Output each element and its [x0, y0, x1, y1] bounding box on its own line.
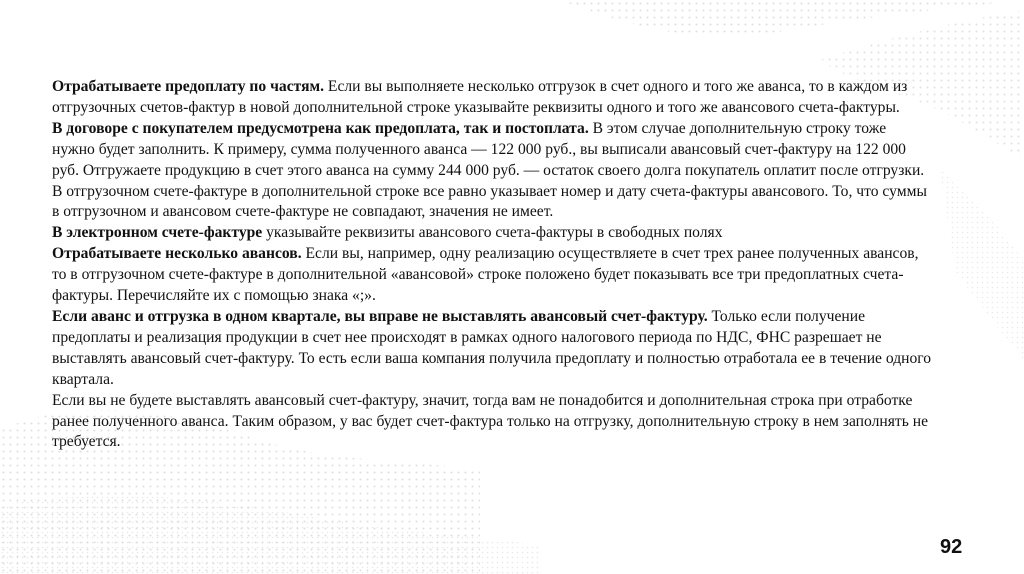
paragraph-text: Только если получение предоплаты и реализация продукции в счет нее происходят в рамках одного налогового периода по НДС, ФНС разрешает не выставлять авансовый счет-фактуру. То есть если ваша компания получила предоплату и полностью отработала ее в течение одного квартала.: [52, 307, 932, 388]
paragraph-several-advances: [52, 244, 932, 307]
paragraph-electronic-invoice: [52, 223, 932, 244]
paragraph-text: Если вы, например, одну реализацию осуществляете в счет трех ранее полученных авансов, то в отгрузочном счете-фактуре в дополнительной «авансовой» строке положено будет показывать все три предоплатных счета-фактуры. Перечисляйте их с помощью знака «;».: [52, 245, 919, 305]
paragraph-heading: В электронном счете-фактуре: [52, 224, 263, 242]
paragraph-heading: В договоре с покупателем предусмотрена как предоплата, так и постоплата.: [52, 119, 589, 137]
paragraph-prepayment-parts: [52, 77, 932, 119]
paragraph-heading: Отрабатываете несколько авансов.: [52, 245, 302, 263]
paragraph-text: Если вы не будете выставлять авансовый счет-фактуру, значит, тогда вам не понадобится и дополнительная строка при отработке ранее полученного аванса. Таким образом, у вас будет счет-фактура только на отгрузку, дополнительную строку в нем заполнять не требуется.: [52, 391, 928, 451]
paragraph-prepay-postpay: [52, 119, 932, 224]
paragraph-heading: Отрабатываете предоплату по частям.: [52, 78, 325, 95]
paragraph-no-advance-invoice: [52, 391, 932, 454]
paragraph-heading: Если аванс и отгрузка в одном квартале, вы вправе не выставлять авансовый счет-фактуру.: [52, 307, 708, 325]
paragraph-text: указывайте реквизиты авансового счета-фактуры в свободных полях: [262, 224, 723, 242]
page-number: 92: [940, 536, 963, 558]
slide-body: [52, 77, 932, 453]
paragraph-same-quarter: [52, 307, 932, 391]
paragraph-text: Если вы выполняете несколько отгрузок в счет одного и того же аванса, то в каждом из отгрузочных счетов-фактур в новой дополнительной строке указывайте реквизиты одного и того же авансового счета-фактуры.: [52, 78, 908, 116]
paragraph-text: В этом случае дополнительную строку тоже нужно будет заполнить. К примеру, сумма полученного аванса — 122 000 руб., вы выписали авансовый счет-фактуру на 122 000 руб. Отгружаете продукцию в счет этого аванса на сумму 244 000 руб. — остаток своего долга покупатель оплатит после отгрузки. В отгрузочном счете-фактуре в дополнительной строке все равно указывает номер и дату счета-фактуры авансового. То, что суммы в отгрузочном и авансовом счете-фактуре не совпадают, значения не имеет.: [52, 119, 927, 221]
